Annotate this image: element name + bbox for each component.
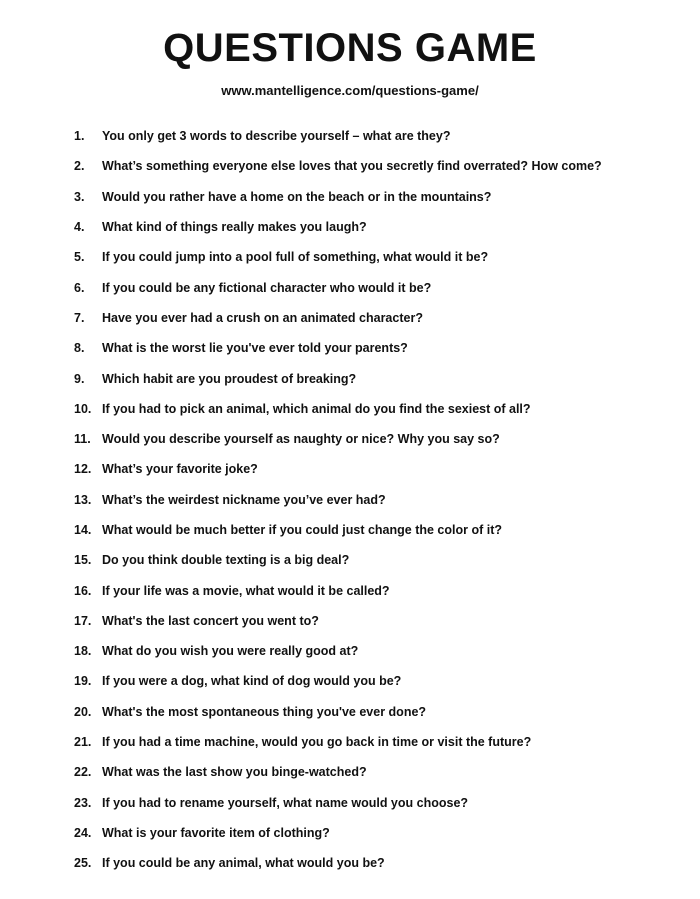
- question-text: If you were a dog, what kind of dog would you be?: [102, 674, 402, 689]
- question-number: 3.: [74, 189, 85, 204]
- question-text: Would you describe yourself as naughty or nice? Why you say so?: [102, 432, 500, 447]
- question-text: What was the last show you binge-watched?: [102, 765, 367, 780]
- question-number: 5.: [74, 250, 85, 265]
- question-item: [74, 454, 602, 484]
- question-item: [74, 757, 602, 787]
- question-number: 14.: [74, 523, 92, 537]
- question-item: [74, 697, 602, 727]
- question-text: What’s your favorite joke?: [102, 462, 258, 477]
- question-text: Which habit are you proudest of breaking?: [102, 371, 357, 386]
- question-text: What do you wish you were really good at?: [102, 644, 359, 659]
- question-text: If you had to rename yourself, what name would you choose?: [102, 795, 469, 810]
- question-item: [74, 333, 602, 363]
- question-text: What's the most spontaneous thing you've ever done?: [102, 704, 427, 719]
- question-item: [74, 303, 602, 333]
- question-item: [74, 848, 602, 878]
- question-number: 20.: [74, 704, 92, 719]
- question-text: If you had to pick an animal, which animal do you find the sexiest of all?: [102, 401, 531, 416]
- question-number: 1.: [74, 129, 85, 144]
- question-list: [74, 121, 602, 878]
- question-number: 19.: [74, 674, 92, 689]
- question-item: [74, 818, 602, 848]
- question-item: [74, 212, 602, 242]
- question-number: 8.: [74, 341, 85, 356]
- question-text: What kind of things really makes you laugh?: [102, 220, 367, 235]
- question-text: Do you think double texting is a big deal?: [102, 553, 350, 568]
- question-item: [74, 727, 602, 757]
- question-item: [74, 485, 602, 515]
- question-item: [74, 394, 602, 424]
- question-item: [74, 606, 602, 636]
- question-number: 23.: [74, 795, 92, 810]
- question-number: 22.: [74, 765, 92, 780]
- question-number: 13.: [74, 492, 92, 507]
- question-item: [74, 424, 602, 454]
- question-number: 16.: [74, 583, 92, 598]
- question-number: 11.: [74, 432, 91, 447]
- question-item: [74, 575, 602, 605]
- question-item: [74, 363, 602, 393]
- question-number: 6.: [74, 280, 85, 295]
- question-text: If you could jump into a pool full of something, what would it be?: [102, 250, 489, 265]
- question-number: 4.: [74, 220, 85, 235]
- question-text: If you could be any animal, what would you be?: [102, 856, 385, 871]
- question-text: What is your favorite item of clothing?: [102, 825, 330, 840]
- question-text: What’s the weirdest nickname you’ve ever had?: [102, 492, 386, 507]
- question-number: 12.: [74, 462, 92, 477]
- question-item: [74, 788, 602, 818]
- question-item: [74, 515, 602, 545]
- question-item: [74, 242, 602, 272]
- question-text: Would you rather have a home on the beach or in the mountains?: [102, 189, 492, 204]
- question-text: What is the worst lie you've ever told your parents?: [102, 341, 408, 356]
- question-item: [74, 666, 602, 696]
- question-text: What’s something everyone else loves that you secretly find overrated? How come?: [102, 159, 602, 174]
- question-item: [74, 151, 602, 181]
- question-item: [74, 545, 602, 575]
- question-number: 15.: [74, 553, 92, 568]
- question-text: If your life was a movie, what would it be called?: [102, 583, 390, 598]
- question-text: Have you ever had a crush on an animated character?: [102, 310, 423, 325]
- question-item: [74, 636, 602, 666]
- question-number: 21.: [74, 735, 92, 750]
- question-item: [74, 182, 602, 212]
- question-number: 10.: [74, 401, 92, 416]
- question-number: 17.: [74, 613, 92, 628]
- question-text: What would be much better if you could just change the color of it?: [102, 523, 503, 537]
- question-text: If you could be any fictional character who would it be?: [102, 280, 432, 295]
- question-number: 18.: [74, 644, 92, 659]
- question-number: 25.: [74, 856, 92, 871]
- question-number: 2.: [74, 159, 85, 174]
- question-text: You only get 3 words to describe yourself – what are they?: [102, 129, 451, 144]
- question-text: What's the last concert you went to?: [102, 613, 319, 628]
- question-number: 7.: [74, 310, 85, 325]
- question-number: 24.: [74, 825, 92, 840]
- page-title: QUESTIONS GAME: [163, 26, 537, 70]
- question-text: If you had a time machine, would you go back in time or visit the future?: [102, 735, 532, 750]
- question-number: 9.: [74, 371, 85, 386]
- question-item: [74, 121, 602, 151]
- question-item: [74, 272, 602, 302]
- source-url: www.mantelligence.com/questions-game/: [221, 83, 479, 98]
